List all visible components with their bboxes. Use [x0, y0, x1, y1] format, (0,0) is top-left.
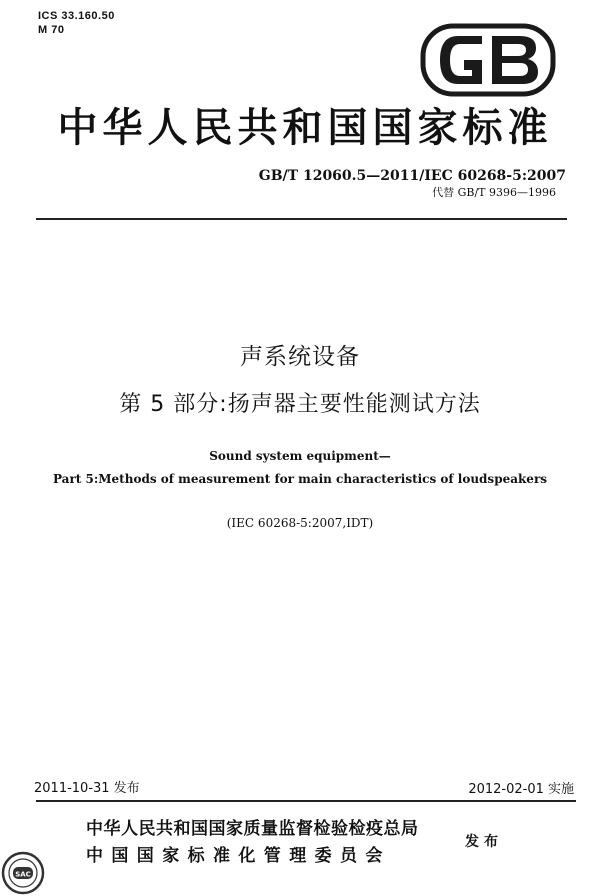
- iec-equivalence: (IEC 60268-5:2007,IDT): [226, 516, 374, 530]
- ccs-code: M 70: [38, 24, 65, 36]
- replaces-standard: 代替 GB/T 9396—1996: [432, 186, 556, 199]
- publish-label: 发布: [465, 834, 503, 850]
- title-zh-main: 声系统设备: [240, 344, 360, 370]
- header-divider: [36, 218, 567, 220]
- standard-number: GB/T 12060.5—2011/IEC 60268-5:2007: [258, 168, 566, 184]
- footer-divider: [36, 800, 576, 802]
- ics-code: ICS 33.160.50: [38, 10, 115, 22]
- issuer-sac: 中国国家标准化管理委员会: [86, 846, 391, 866]
- issue-date: 2011-10-31 发布: [34, 781, 140, 796]
- svg-text:GB: GB: [488, 94, 490, 95]
- implementation-date: 2012-02-01 实施: [468, 782, 574, 797]
- sac-seal-icon: [0, 850, 46, 896]
- title-zh-part: 第 5 部分:扬声器主要性能测试方法: [119, 392, 481, 417]
- gb-logo: [420, 22, 556, 98]
- title-en-main: Sound system equipment—: [209, 449, 391, 463]
- title-en-part: Part 5:Methods of measurement for main characteristics of loudspeakers: [52, 472, 548, 486]
- issuer-aqsiq: 中华人民共和国国家质量监督检验检疫总局: [86, 819, 419, 839]
- svg-text:SAC: SAC: [15, 870, 31, 879]
- standard-type-title: 中华人民共和国国家标准: [57, 105, 553, 151]
